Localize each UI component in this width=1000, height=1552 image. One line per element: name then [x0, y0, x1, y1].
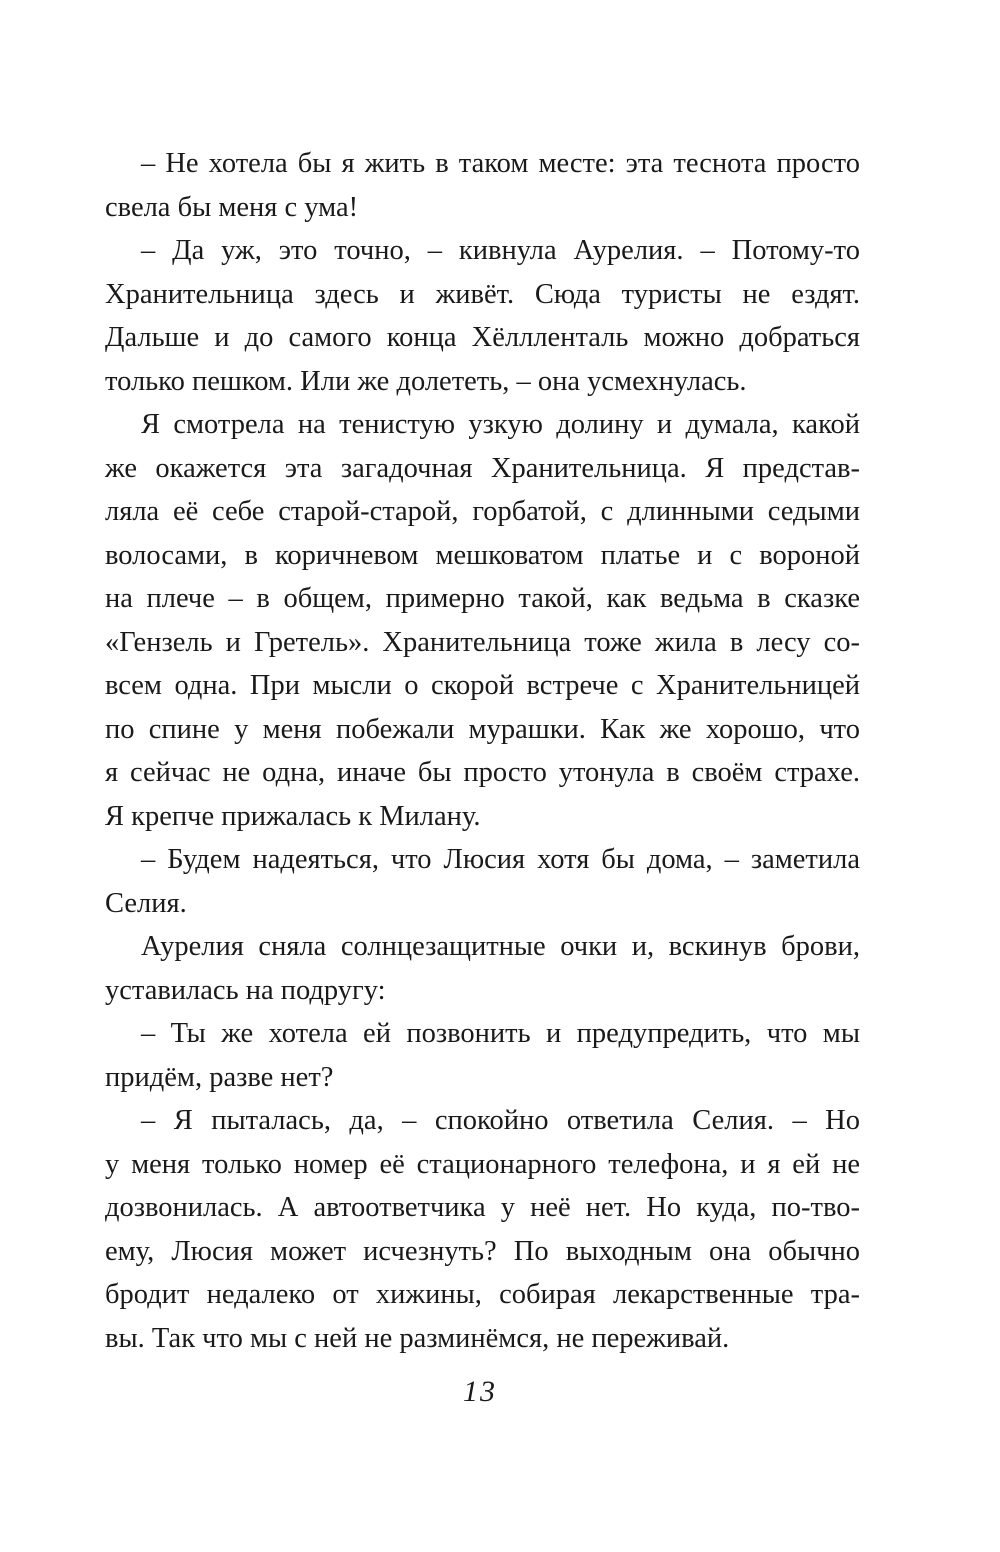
text-line: у меня только номер её стационарного телефона, и я ей не [105, 1148, 860, 1180]
text-line: Селия. [105, 887, 187, 919]
text-line: волосами, в коричневом мешковатом платье и с вороной [105, 539, 860, 571]
text-line: свела бы меня с ума! [105, 191, 359, 223]
text-line: Хранительница здесь и живёт. Сюда туристы не ездят. [105, 278, 860, 310]
text-line: вы. Так что мы с ней не разминёмся, не переживай. [105, 1322, 730, 1354]
text-line: Аурелия сняла солнцезащитные очки и, вскинув брови, [141, 931, 860, 962]
text-line: – Я пыталась, да, – спокойно ответила Селия. – Но [141, 1105, 860, 1136]
paragraph [105, 142, 860, 229]
text-line: я сейчас не одна, иначе бы просто утонула в своём страхе. [105, 757, 860, 788]
paragraph [105, 229, 860, 403]
paragraph [105, 838, 860, 925]
text-line: дозвонилась. А автоответчика у неё нет. Но куда, по-тво- [105, 1192, 860, 1223]
text-line: ляла её себе старой-старой, горбатой, с длинными седыми [105, 496, 860, 527]
text-line: – Да уж, это точно, – кивнула Аурелия. – Потому-то [141, 235, 860, 266]
body-text [105, 142, 860, 1360]
text-line: бродит недалеко от хижины, собирая лекарственные тра- [105, 1279, 860, 1310]
text-line: «Гензель и Гретель». Хранительница тоже жила в лесу со- [105, 626, 860, 658]
text-line: – Ты же хотела ей позвонить и предупредить, что мы [141, 1018, 860, 1049]
text-line: ему, Люсия может исчезнуть? По выходным она обычно [105, 1235, 860, 1267]
text-line: – Будем надеяться, что Люсия хотя бы дома, – заметила [141, 844, 860, 875]
text-line: Я смотрела на тенистую узкую долину и думала, какой [141, 409, 860, 440]
text-line: по спине у меня побежали мурашки. Как же хорошо, что [105, 713, 860, 745]
paragraph [105, 1099, 860, 1360]
text-line: всем одна. При мысли о скорой встрече с Хранительницей [105, 670, 860, 701]
text-line: придём, разве нет? [105, 1061, 334, 1093]
paragraph [105, 403, 860, 838]
text-line: уставилась на подругу: [105, 974, 386, 1006]
text-line: только пешком. Или же долететь, – она усмехнулась. [105, 365, 747, 397]
text-line: – Не хотела бы я жить в таком месте: эта теснота просто [141, 148, 860, 179]
text-line: же окажется эта загадочная Хранительница. Я представ- [105, 452, 860, 484]
page-number: 13 [463, 1375, 497, 1408]
text-line: Я крепче прижалась к Милану. [105, 800, 481, 832]
paragraph [105, 1012, 860, 1099]
paragraph [105, 925, 860, 1012]
text-line: на плече – в общем, примерно такой, как ведьма в сказке [105, 583, 860, 614]
text-line: Дальше и до самого конца Хёллленталь можно добраться [105, 322, 860, 353]
